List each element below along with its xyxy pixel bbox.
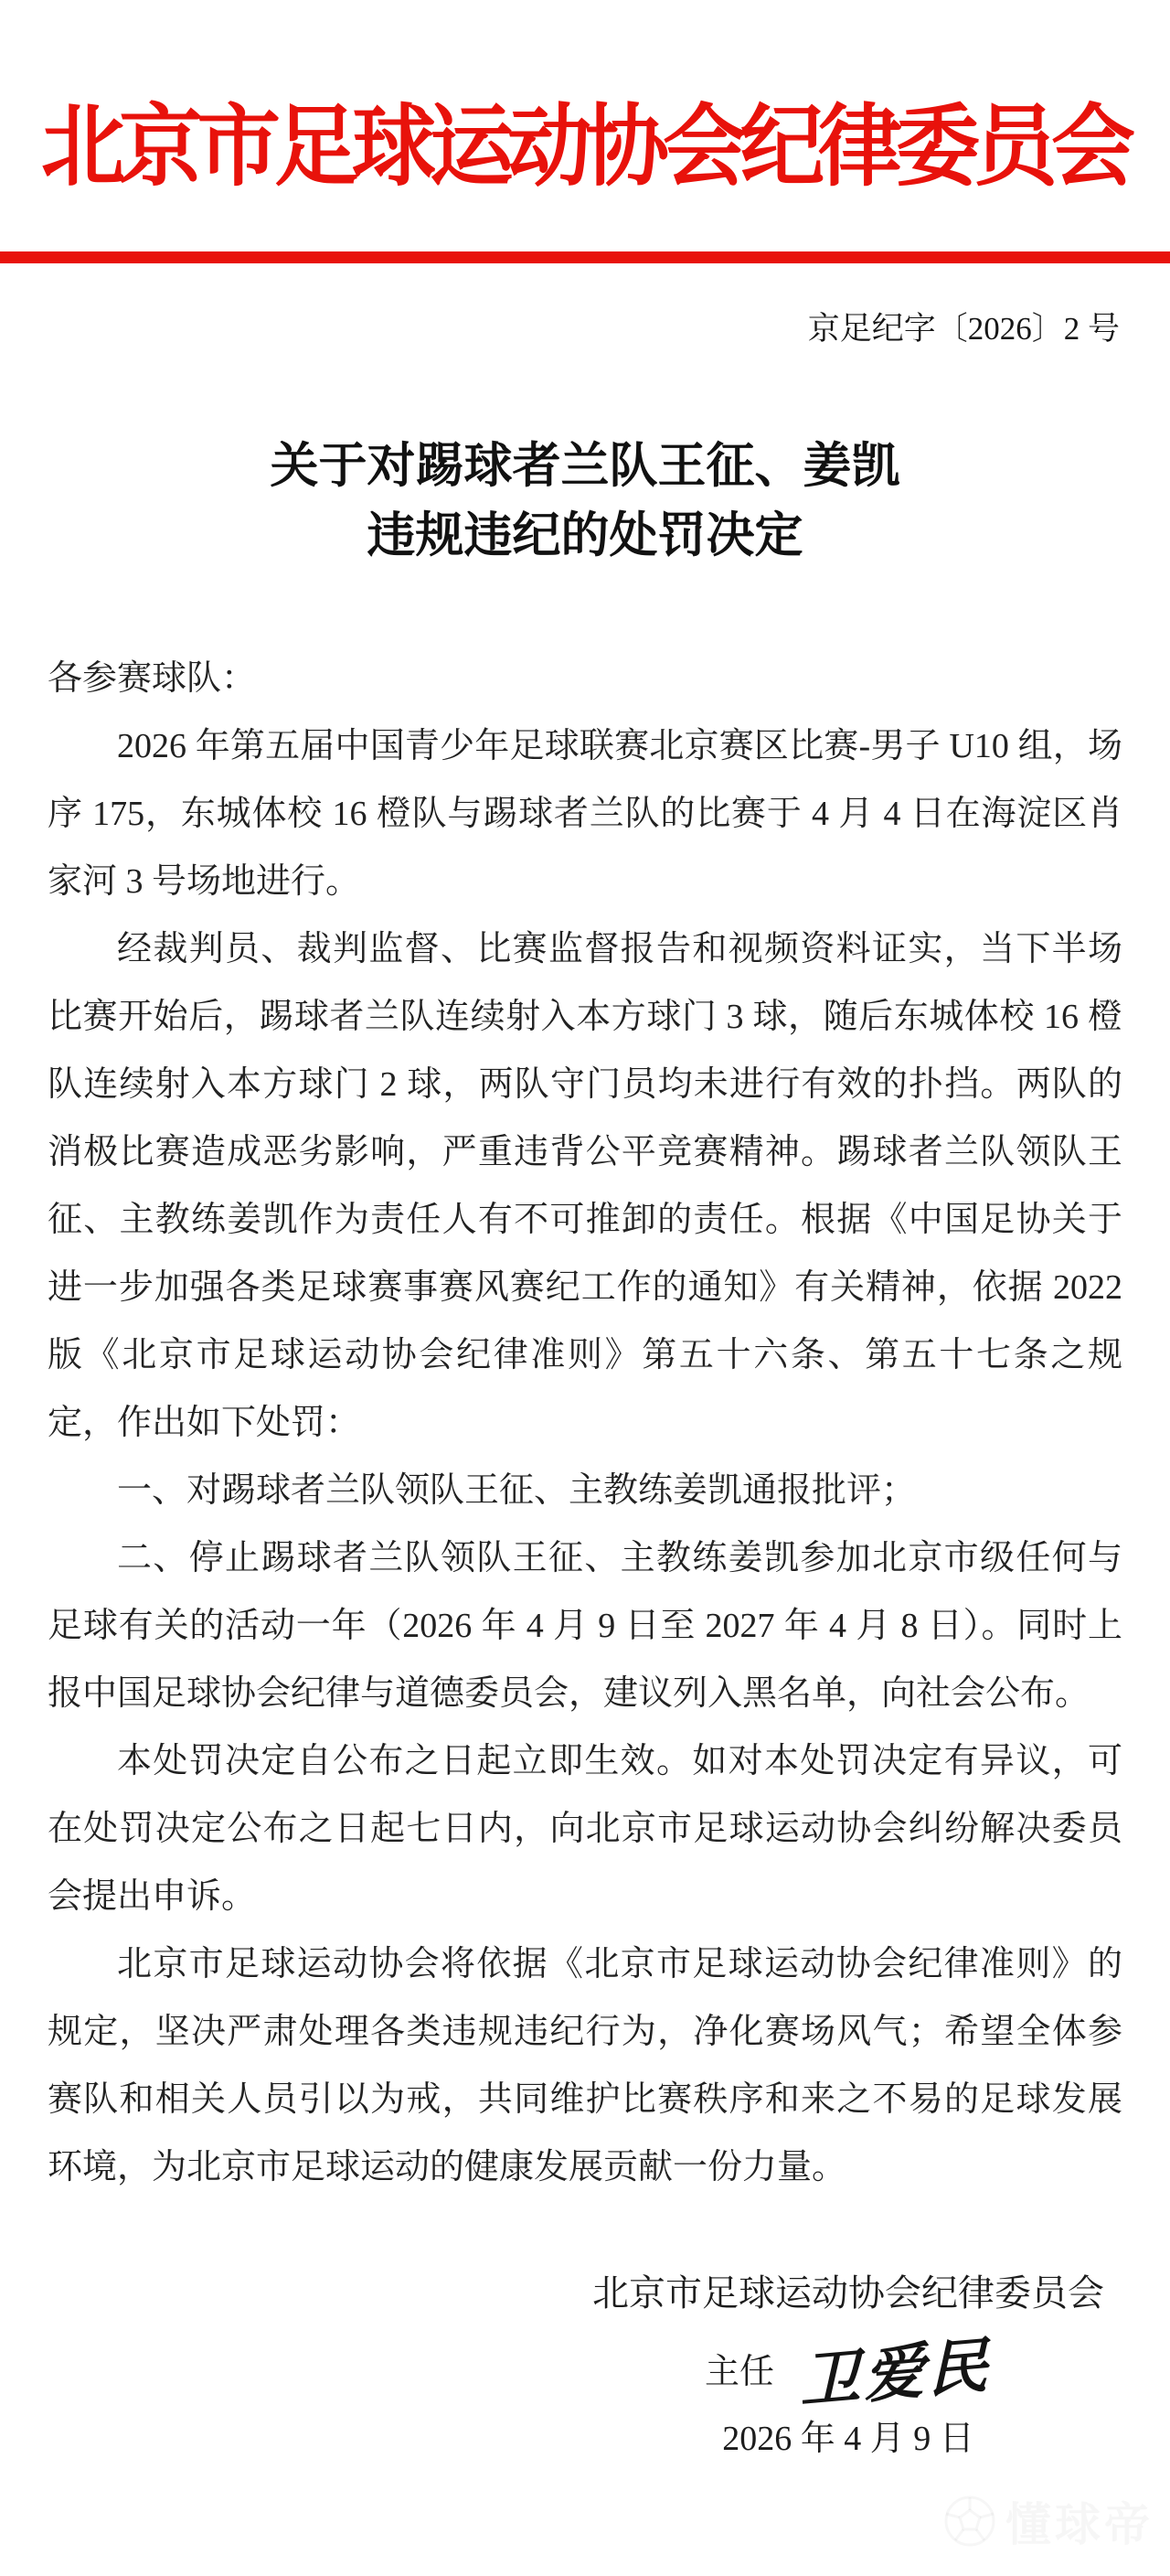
salutation: 各参赛球队： [48,659,257,698]
body-paragraph: 经裁判员、裁判监督、比赛监督报告和视频资料证实，当下半场比赛开始后，踢球者兰队连续射入本方球门 3 球，随后东城体校 16 橙队连续射入本方球门 2 球，两队守门员均未进行有效的扑挡。两队的消极比赛造成恶劣影响，严重违背公平竞赛精神。踢球者兰队领队王征、主教练姜凯作为责任人有不可推卸的责任。根据《中国足协关于进一步加强各类足球赛事赛风赛纪工作的通知》有关精神，依据 2022 版《北京市足球运动协会纪律准则》第五十六条、第五十七条之规定，作出如下处罚： [48,930,1122,1442]
watermark-text [1005,2488,1154,2554]
body-paragraph: 2026 年第五届中国青少年足球联赛北京赛区比赛-男子 U10 组，场序 175，东城体校 16 橙队与踢球者兰队的比赛于 4 月 4 日在海淀区肖家河 3 号场地进行。 [48,727,1122,901]
football-icon [943,2495,996,2548]
red-divider-line [0,251,1170,263]
body-paragraph: 一、对踢球者兰队领队王征、主教练姜凯通报批评； [117,1471,917,1510]
body-paragraph: 北京市足球运动协会将依据《北京市足球运动协会纪律准则》的规定，坚决严肃处理各类违规违纪行为，净化赛场风气；希望全体参赛队和相关人员引以为戒，共同维护比赛秩序和来之不易的足球发展环境，为北京市足球运动的健康发展贡献一份力量。 [48,1945,1122,2186]
letterhead-org-title: 北京市足球运动协会纪律委员会 [40,98,1129,198]
document-body [48,645,1122,2201]
signature-org: 北京市足球运动协会纪律委员会 [592,2272,1104,2314]
signature-block [583,2265,1113,2464]
signature-date: 2026 年 4 月 9 日 [722,2420,974,2458]
handwritten-signature: 卫爱民 [799,2332,993,2416]
body-paragraph: 二、停止踢球者兰队领队王征、主教练姜凯参加北京市级任何与足球有关的活动一年（2026 年 4 月 9 日至 2027 年 4 月 8 日）。同时上报中国足球协会纪律与道德委员会，建议列入黑名单，向社会公布。 [48,1539,1122,1713]
document-title [0,432,1170,571]
signature-role: 主任 [704,2352,774,2391]
signature-row [583,2322,1113,2416]
dongqiudi-watermark [943,2488,1154,2554]
document-title-line2: 违规违纪的处罚决定 [367,509,803,562]
body-paragraph: 本处罚决定自公布之日起立即生效。如对本处罚决定有异议，可在处罚决定公布之日起七日内，向北京市足球运动协会纠纷解决委员会提出申诉。 [48,1742,1122,1916]
document-title-line1: 关于对踢球者兰队王征、姜凯 [270,440,900,493]
document-number: 京足纪字〔2026〕2 号 [807,311,1120,347]
